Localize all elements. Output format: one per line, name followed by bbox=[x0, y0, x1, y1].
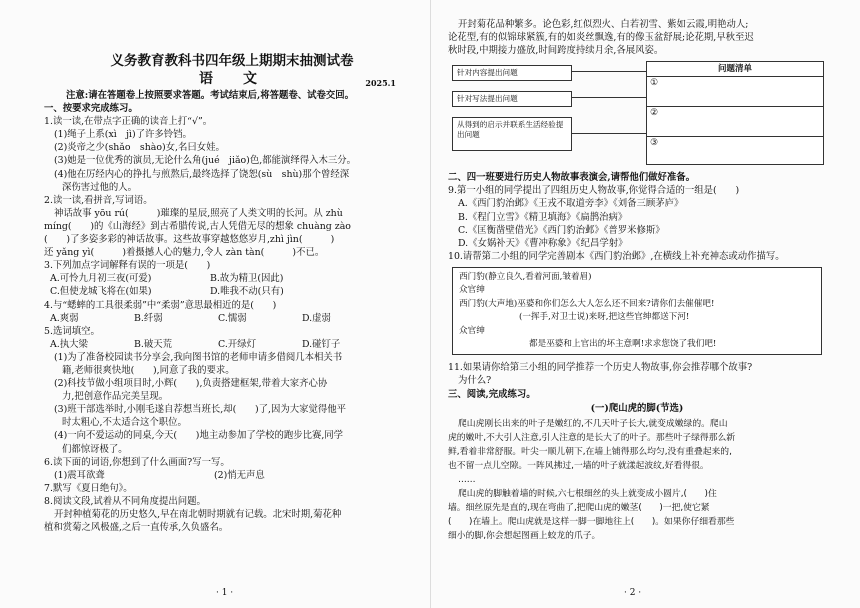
q4-options bbox=[44, 312, 420, 325]
page-left bbox=[0, 0, 428, 608]
reading-line: 墙。细丝原先是直的,现在弯曲了,把爬山虎的嫩茎( )一把,使它紧 bbox=[448, 502, 710, 513]
page-number-2: · 2 · bbox=[624, 588, 642, 598]
question-line: 7.默写《夏日绝句》。 bbox=[44, 482, 133, 494]
reading-line: 爬山虎的脚触着墙的时候,六七根细丝的头上就变成小圆片,( )住 bbox=[458, 488, 717, 499]
question-line: (4)他在厉经内心的挣扎与煎熬后,最终选择了饶恕(sù shù)那个曾经深 bbox=[54, 168, 350, 180]
question-line: (3)班干部选举时,小刚毛遂自荐想当班长,却( )了,因为大家觉得他平 bbox=[54, 404, 347, 416]
page-right bbox=[432, 0, 860, 608]
q5-option-c: C.开绿灯 bbox=[218, 338, 256, 350]
question-list-table bbox=[646, 61, 824, 165]
question-line: ( )了多姿多彩的神话故事。这些故事穿越悠悠岁月,zhì jìn( ) bbox=[44, 234, 335, 246]
question-line: 们都惊讶极了。 bbox=[62, 443, 128, 455]
question-line: B.《程门立雪》《精卫填海》《扁鹊治病》 bbox=[458, 211, 628, 223]
question-line: D.《女娲补天》《曹冲称象》《纪昌学射》 bbox=[458, 237, 628, 249]
question-line: 10.请帮第二小组的同学完善剧本《西门豹治邺》,在横线上补充神态或动作描写。 bbox=[448, 250, 785, 262]
prompt-writing: 针对写法提出问题 bbox=[452, 91, 572, 107]
question-line: 植和赏菊之风极盛,之后一直传承,久负盛名。 bbox=[44, 522, 229, 534]
q4-option-a: A.爽弱 bbox=[50, 312, 79, 324]
question-line: 为什么? bbox=[458, 375, 492, 387]
prompt-content: 针对内容提出问题 bbox=[452, 65, 572, 81]
question-line: (4)一向不爱运动的同桌,今天( )地主动参加了学校的跑步比赛,同学 bbox=[54, 430, 344, 442]
reading-line: …… bbox=[458, 474, 476, 485]
q3-option-c: C.但使龙城飞将在(如果) bbox=[50, 286, 152, 298]
q4-option-b: B.纤弱 bbox=[134, 312, 163, 324]
drama-script-box bbox=[452, 267, 822, 355]
left-questions-3 bbox=[44, 482, 420, 534]
reading-title: (一)爬山虎的脚(节选) bbox=[590, 402, 684, 414]
question-line: (1)绳子上系(xì jì)了许多铃铛。 bbox=[54, 129, 192, 141]
question-line: 3.下列加点字词解释有误的一项是( ) bbox=[44, 260, 211, 272]
prompt-inspiration: 从得到的启示并联系生活经验提出问题 bbox=[452, 117, 572, 151]
question-row[interactable]: ① bbox=[647, 77, 823, 107]
question-line: A.《西门豹治邺》《王戎不取道旁李》《刘备三顾茅庐》 bbox=[458, 198, 684, 210]
question-line: 籍,老师很爽快地( ),同意了我的要求。 bbox=[62, 364, 235, 376]
right-questions-1 bbox=[448, 171, 826, 263]
passage-line: 开封菊花品种繁多。论色彩,红似烈火、白若初雪、紫如云霞,明艳动人; bbox=[458, 19, 749, 30]
question-line: (3)她是一位优秀的演员,无论什么角(jué jiǎo)色,都能演绎得入木三分。 bbox=[54, 155, 356, 167]
script-line: 西门豹(静立良久,看着河面,皱着眉) bbox=[459, 271, 592, 282]
page-number-1: · 1 · bbox=[216, 588, 234, 598]
q6-option-1: (1)震耳欲聋 bbox=[54, 469, 105, 481]
q6-options bbox=[44, 469, 420, 482]
subject-heading bbox=[44, 70, 420, 89]
question-line: 时太粗心,不太适合这个职位。 bbox=[62, 417, 187, 429]
reading-line: 细小的脚,你会想起图画上蛟龙的爪子。 bbox=[448, 530, 601, 541]
q4-stem: 4.与“蟋蟀的工具很柔弱”中“柔弱”意思最相近的是( ) bbox=[44, 299, 277, 311]
subject-name: 语 文 bbox=[199, 71, 265, 87]
q4-option-d: D.虚弱 bbox=[302, 312, 331, 324]
question-line: 力,把创意作品完美呈现。 bbox=[62, 391, 169, 403]
script-line: 西门豹(大声地)巫婆和你们怎么大人怎么还不回来?请你们去催催吧! bbox=[459, 298, 715, 309]
reading-passage bbox=[448, 417, 826, 543]
question-line: (2)炎帝之少(shǎo shào)女,名曰女娃。 bbox=[54, 142, 225, 154]
question-line: 1.读一读,在带点字正确的读音上打“√”。 bbox=[44, 116, 213, 128]
script-line: 都是巫婆和上官出的坏主意啊!求求您饶了我们吧! bbox=[529, 338, 717, 349]
notice: 注意:请在答题卷上按照要求答题。考试结束后,将答题卷、试卷交回。 bbox=[66, 90, 354, 101]
script-line: (一挥手,对卫士说)来呀,把这些官绅都送下河! bbox=[519, 312, 690, 323]
question-row[interactable]: ③ bbox=[650, 138, 659, 149]
question-line: 开封种植菊花的历史悠久,早在南北朝时期就有记载。北宋时期,菊花种 bbox=[54, 509, 342, 520]
right-questions-2 bbox=[448, 361, 826, 400]
question-generation-diagram bbox=[448, 61, 826, 165]
script-line: 众官绅 bbox=[459, 325, 485, 336]
q6-option-2: (2)悄无声息 bbox=[214, 469, 265, 481]
q3-options-row1 bbox=[44, 272, 420, 285]
q5-option-a: A.执大梁 bbox=[50, 338, 88, 350]
q3-option-d: D.唯我不动(只有) bbox=[210, 286, 284, 298]
question-line: (2)科技节做小组项目时,小辉( ),负责搭建框架,带着大家齐心协 bbox=[54, 378, 328, 390]
question-line: 一、按要求完成练习。 bbox=[44, 103, 138, 115]
question-line: 二、四一班要进行历史人物故事表演会,请帮他们做好准备。 bbox=[448, 172, 696, 184]
question-line: 还 yǎng yì( )着摄撼人心的魅力,令人 zàn tàn( )不已。 bbox=[44, 247, 325, 259]
passage-line: 论花型,有的似锦球紧簇,有的如炎丝飘逸,有的像玉盆舒展;论花期,早秋至迟 bbox=[448, 32, 754, 44]
exam-title: 义务教育教科书四年级上期期末抽测试卷 bbox=[110, 53, 354, 69]
q5-stem: 5.选词填空。 bbox=[44, 325, 100, 337]
passage-continued bbox=[448, 18, 826, 57]
page-divider bbox=[430, 0, 431, 608]
q3-option-a: A.可怜九月初三夜(可爱) bbox=[50, 273, 152, 285]
question-line: 神话故事 yōu rú( )璀璨的星辰,照亮了人类文明的长河。从 zhù bbox=[54, 207, 343, 219]
reading-line: ( )在墙上。爬山虎就是这样一脚一脚地往上( )。如果你仔细看那些 bbox=[448, 516, 735, 527]
q5-option-d: D.碰钉子 bbox=[302, 338, 341, 350]
question-line: 三、阅读,完成练习。 bbox=[448, 388, 536, 400]
reading-line: 也不留一点儿空隙。一阵风拂过,一墙的叶子就漾起波纹,好看得很。 bbox=[448, 460, 709, 471]
q3-options-row2 bbox=[44, 285, 420, 298]
q5-options bbox=[44, 338, 420, 351]
question-line: 深伤害过他的人。 bbox=[62, 181, 138, 193]
reading-line: 爬山虎刚长出来的叶子是嫩红的,不几天叶子长大,就变成嫩绿的。爬山 bbox=[458, 418, 728, 429]
exam-date: 2025.1 bbox=[365, 78, 396, 88]
question-line: míng( )的《山海经》到古希腊传说,古人凭借无尽的想象 chuàng zào bbox=[44, 220, 351, 232]
arrow-connector bbox=[572, 97, 646, 98]
reading-line: 虎的嫩叶,不大引人注意,引人注意的是长大了的叶子。那些叶子绿得那么新 bbox=[448, 432, 736, 443]
left-questions-2 bbox=[44, 351, 420, 469]
script-line: 众官绅 bbox=[459, 285, 485, 296]
question-line: (1)为了准备校园读书分享会,我向图书馆的老师申请多借阅几本相关书 bbox=[54, 351, 343, 363]
question-line: 6.读下面的词语,你想到了什么画面?写一写。 bbox=[44, 456, 230, 468]
question-line: 11.如果请你给第三小组的同学推荐一个历史人物故事,你会推荐哪个故事? bbox=[448, 362, 753, 374]
question-line: C.《匡衡凿壁借光》《西门豹治邺》《普罗米修斯》 bbox=[458, 224, 665, 236]
left-questions-1 bbox=[44, 102, 420, 272]
arrow-connector bbox=[572, 133, 646, 134]
question-line: 8.阅读文段,试着从不同角度提出问题。 bbox=[44, 495, 206, 507]
question-list-header: 问题清单 bbox=[647, 62, 823, 77]
question-line: 9.第一小组的同学提出了四组历史人物故事,你觉得合适的一组是( ) bbox=[448, 185, 740, 197]
passage-line: 秋时段,中期接力盛放,时间跨度持续月余,各展风姿。 bbox=[448, 45, 664, 57]
question-row[interactable]: ② bbox=[647, 107, 823, 137]
q4-option-c: C.懦弱 bbox=[218, 312, 247, 324]
q5-option-b: B.破天荒 bbox=[134, 338, 172, 350]
q3-option-b: B.故为精卫(因此) bbox=[210, 273, 284, 285]
reading-line: 鲜,看着非常舒服。叶尖一顺儿朝下,在墙上铺得那么均匀,没有重叠起来的, bbox=[448, 446, 732, 457]
question-line: 2.读一读,看拼音,写词语。 bbox=[44, 194, 153, 206]
arrow-connector bbox=[572, 71, 646, 72]
